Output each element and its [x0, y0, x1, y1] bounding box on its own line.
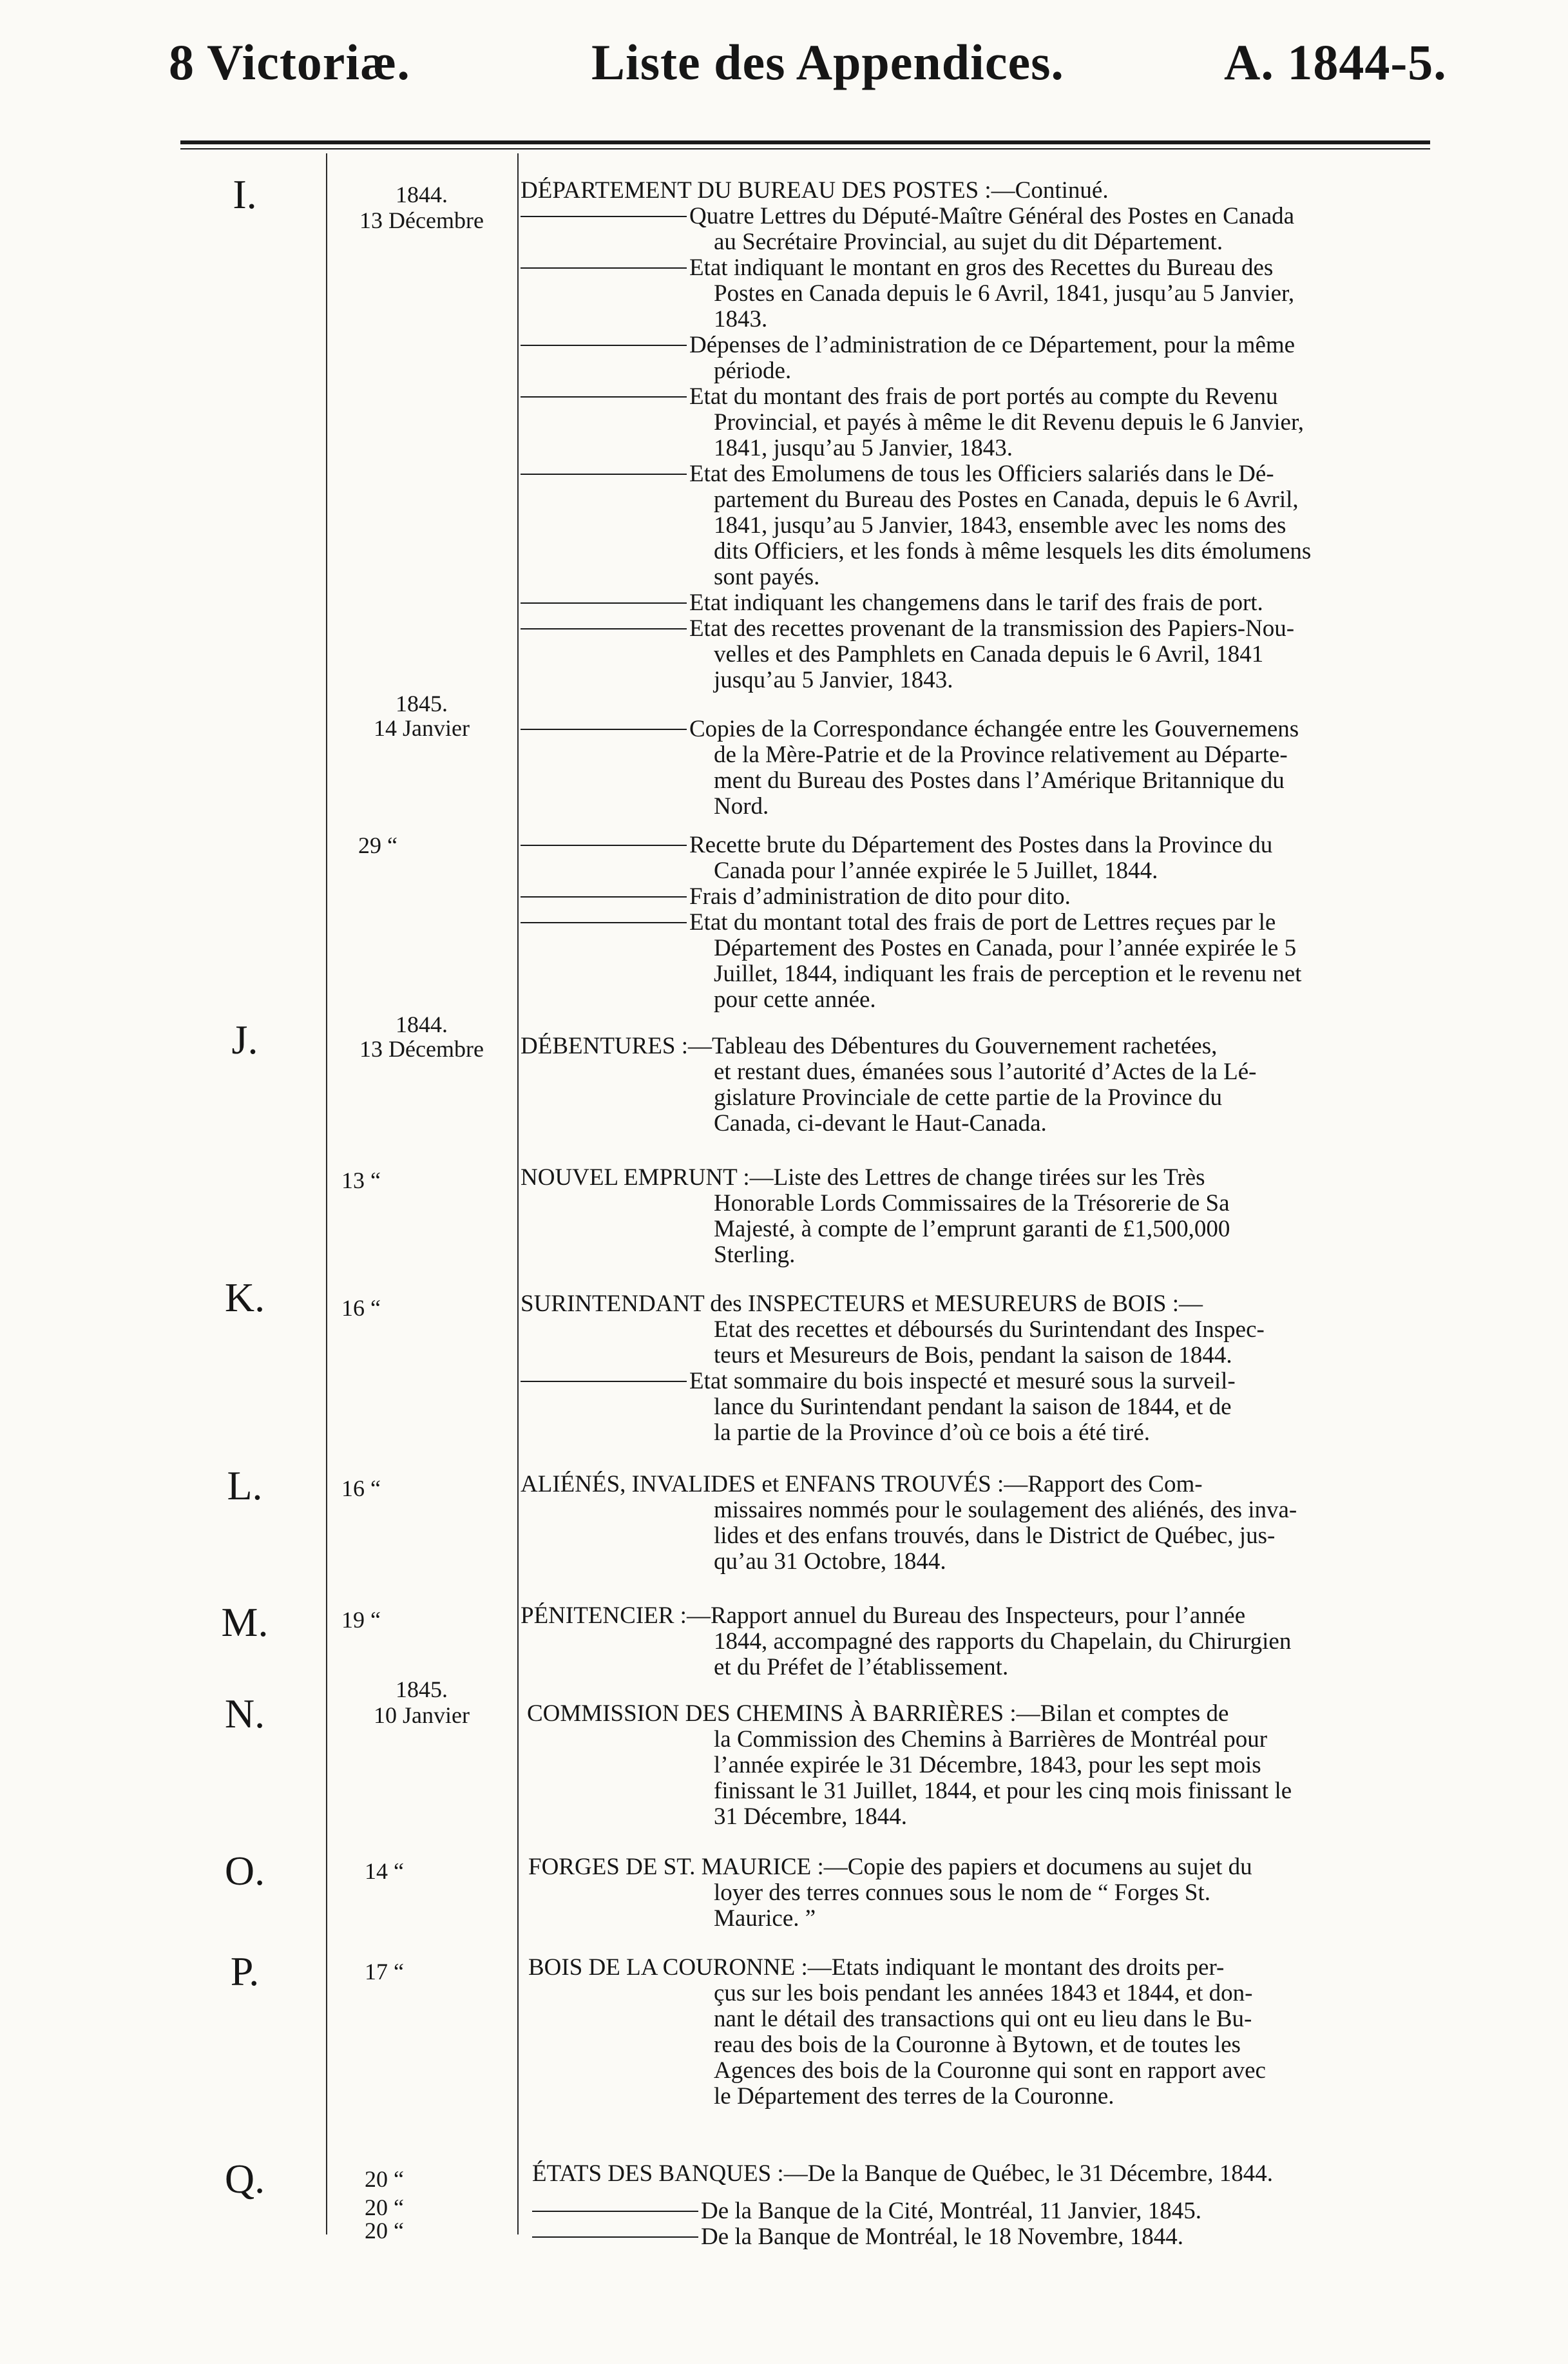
entry-line: Etat des recettes et déboursés du Surintendant des Inspec- [714, 1316, 1265, 1343]
appendix-letter: L. [227, 1463, 263, 1508]
entry-line [521, 461, 1274, 487]
date-year: 1845. [396, 691, 448, 716]
entry-line: Juillet, 1844, indiquant les frais de perception et le revenu net [714, 961, 1302, 987]
header-rule-thick [180, 140, 1430, 144]
appendix-letter: M. [221, 1599, 269, 1645]
date-year: 1844. [396, 1012, 448, 1037]
appendix-letter: O. [224, 1848, 265, 1894]
entry-line: qu’au 31 Octobre, 1844. [714, 1548, 946, 1575]
appendix-letter: N. [224, 1691, 265, 1736]
dash-rule [521, 729, 687, 730]
entry-text: Etat indiquant le montant en gros des Recettes du Bureau des [689, 255, 1274, 281]
dash-rule [521, 896, 687, 898]
entry-line: période. [714, 358, 792, 384]
entry-line: pour cette année. [714, 986, 876, 1013]
entry-line [521, 332, 1295, 358]
entry-line: Maurice. ” [714, 1905, 816, 1932]
entry-text: De la Banque de la Cité, Montréal, 11 Janvier, 1845. [701, 2198, 1202, 2224]
date-year: 1844. [396, 182, 448, 207]
entry-line: missaires nommés pour le soulagement des aliénés, des inva- [714, 1497, 1297, 1523]
appendix-letter: K. [224, 1274, 265, 1320]
entry-heading: SURINTENDANT des INSPECTEURS et MESUREURS de BOIS :— [521, 1291, 1203, 1317]
entry-text: Etat sommaire du bois inspecté et mesuré sous la surveil- [689, 1368, 1236, 1394]
entry-line [521, 832, 1272, 858]
dash-rule [521, 922, 687, 923]
appendix-letter: P. [230, 1948, 260, 1994]
entry-line: Département des Postes en Canada, pour l’année expirée le 5 [714, 935, 1297, 961]
entry-line: Majesté, à compte de l’emprunt garanti de £1,500,000 [714, 1216, 1230, 1242]
column-divider-right [517, 153, 519, 2234]
date-day: 14 “ [365, 1858, 404, 1884]
entry-heading: ALIÉNÉS, INVALIDES et ENFANS TROUVÉS :—Rapport des Com- [521, 1471, 1203, 1497]
entry-line: çus sur les bois pendant les années 1843 et 1844, et don- [714, 1980, 1253, 2006]
entry-heading: DÉBENTURES :—Tableau des Débentures du Gouvernement rachetées, [521, 1033, 1218, 1059]
date-day: 13 Décembre [359, 1036, 484, 1062]
entry-heading: PÉNITENCIER :—Rapport annuel du Bureau des Inspecteurs, pour l’année [521, 1602, 1246, 1629]
entry-line: finissant le 31 Juillet, 1844, et pour les cinq mois finissant le [714, 1778, 1292, 1804]
appendix-letter: J. [231, 1017, 258, 1062]
entry-line: et restant dues, émanées sous l’autorité d’Actes de la Lé- [714, 1059, 1257, 1085]
entry-line [532, 2224, 1183, 2250]
appendix-letter: Q. [224, 2156, 265, 2202]
entry-line: teurs et Mesureurs de Bois, pendant la saison de 1844. [714, 1342, 1232, 1369]
date-day: 13 Décembre [359, 207, 484, 233]
dash-rule [521, 396, 687, 398]
dash-rule [521, 474, 687, 475]
entry-line: lides et des enfans trouvés, dans le District de Québec, jus- [714, 1523, 1276, 1549]
entry-line: de la Mère-Patrie et de la Province relativement au Départe- [714, 742, 1288, 768]
entry-line: 1841, jusqu’au 5 Janvier, 1843, ensemble avec les noms des [714, 512, 1286, 539]
entry-line: Postes en Canada depuis le 6 Avril, 1841, jusqu’au 5 Janvier, [714, 280, 1295, 307]
entry-text: Frais d’administration de dito pour dito. [689, 883, 1071, 910]
entry-line: 1844, accompagné des rapports du Chapelain, du Chirurgien [714, 1628, 1292, 1655]
entry-text: De la Banque de Montréal, le 18 Novembre, 1844. [701, 2224, 1184, 2250]
date-day: 20 “ [365, 2218, 404, 2244]
entry-line: Sterling. [714, 1242, 796, 1268]
entry-line: Nord. [714, 793, 769, 820]
entry-line: et du Préfet de l’établissement. [714, 1654, 1009, 1680]
dash-rule [521, 345, 687, 346]
entry-line [521, 590, 1263, 616]
entry-line: Agences des bois de la Couronne qui sont en rapport avec [714, 2057, 1266, 2084]
entry-line: gislature Provinciale de cette partie de la Province du [714, 1084, 1223, 1111]
entry-line: au Secrétaire Provincial, au sujet du dit Département. [714, 229, 1223, 255]
entry-line: Canada, ci-devant le Haut-Canada. [714, 1110, 1047, 1137]
entry-line: sont payés. [714, 564, 820, 590]
entry-text: Etat des Emolumens de tous les Officiers salariés dans le Dé- [689, 461, 1274, 487]
date-day: 13 “ [341, 1168, 381, 1193]
entry-line [521, 384, 1277, 410]
page-header [0, 34, 1568, 124]
dash-rule [521, 267, 687, 269]
entry-line: velles et des Pamphlets en Canada depuis le 6 Avril, 1841 [714, 641, 1264, 668]
date-day: 16 “ [341, 1475, 381, 1501]
entry-text: Etat des recettes provenant de la transmission des Papiers-Nou- [689, 615, 1295, 642]
entry-line: nant le détail des transactions qui ont eu lieu dans le Bu- [714, 2006, 1252, 2032]
entry-heading: DÉPARTEMENT DU BUREAU DES POSTES :—Continué. [521, 177, 1109, 204]
entry-line: reau des bois de la Couronne à Bytown, et de toutes les [714, 2032, 1241, 2058]
entry-heading: ÉTATS DES BANQUES :—De la Banque de Québec, le 31 Décembre, 1844. [532, 2160, 1273, 2187]
entry-line: l’année expirée le 31 Décembre, 1843, pour les sept mois [714, 1752, 1261, 1778]
entry-text: Etat indiquant les changemens dans le tarif des frais de port. [689, 590, 1263, 616]
entry-line: 31 Décembre, 1844. [714, 1803, 908, 1830]
dash-rule [532, 2236, 698, 2238]
entry-line [521, 255, 1273, 281]
date-day: 20 “ [365, 2195, 404, 2220]
entry-text: Dépenses de l’administration de ce Département, pour la même [689, 332, 1296, 358]
entry-line [521, 910, 1276, 936]
entry-line [521, 616, 1294, 642]
date-day: 14 Janvier [374, 715, 470, 741]
entry-heading: FORGES DE ST. MAURICE :—Copie des papiers et documens au sujet du [528, 1854, 1252, 1880]
document-reference: A. 1844-5. [1224, 34, 1447, 90]
date-day: 19 “ [341, 1607, 381, 1633]
entry-text: Etat du montant des frais de port portés au compte du Revenu [689, 383, 1278, 410]
entry-text: Copies de la Correspondance échangée entre les Gouvernemens [689, 716, 1299, 742]
entry-line: Honorable Lords Commissaires de la Trésorerie de Sa [714, 1190, 1230, 1216]
entry-line: ment du Bureau des Postes dans l’Amérique Britannique du [714, 767, 1285, 794]
dash-rule [521, 845, 687, 846]
dash-rule [521, 216, 687, 217]
dash-rule [521, 602, 687, 604]
dash-rule [521, 628, 687, 629]
entry-text: Etat du montant total des frais de port de Lettres reçues par le [689, 909, 1276, 936]
date-year: 1845. [396, 1677, 448, 1702]
entry-line [521, 884, 1071, 910]
entry-line: jusqu’au 5 Janvier, 1843. [714, 667, 953, 693]
entry-line: le Département des terres de la Couronne. [714, 2083, 1114, 2109]
entry-text: Recette brute du Département des Postes dans la Province du [689, 832, 1273, 858]
entry-line: dits Officiers, et les fonds à même lesquels les dits émolumens [714, 538, 1312, 564]
entry-heading: COMMISSION DES CHEMINS À BARRIÈRES :—Bilan et comptes de [527, 1700, 1229, 1727]
dash-rule [532, 2211, 698, 2212]
entry-line: 1841, jusqu’au 5 Janvier, 1843. [714, 435, 1013, 461]
column-divider-left [326, 153, 327, 2234]
date-day: 10 Janvier [374, 1702, 470, 1728]
entry-line [521, 716, 1299, 742]
entry-line: Provincial, et payés à même le dit Revenu depuis le 6 Janvier, [714, 409, 1305, 436]
date-day: 20 “ [365, 2166, 404, 2192]
entry-line: la Commission des Chemins à Barrières de Montréal pour [714, 1726, 1268, 1753]
entry-heading: NOUVEL EMPRUNT :—Liste des Lettres de change tirées sur les Très [521, 1164, 1205, 1191]
appendix-letter: I. [233, 171, 257, 217]
entry-line: lance du Surintendant pendant la saison de 1844, et de [714, 1394, 1232, 1420]
entry-text: Quatre Lettres du Député-Maître Général des Postes en Canada [689, 203, 1295, 229]
date-day: 29 “ [358, 832, 397, 858]
entry-line: partement du Bureau des Postes en Canada, depuis le 6 Avril, [714, 486, 1299, 513]
entry-line: Canada pour l’année expirée le 5 Juillet, 1844. [714, 858, 1158, 884]
entry-line [532, 2198, 1201, 2224]
header-rule-thin [180, 148, 1430, 149]
entry-line [521, 1369, 1236, 1394]
entry-line [521, 204, 1294, 229]
date-day: 16 “ [341, 1295, 381, 1321]
entry-line: la partie de la Province d’où ce bois a été tiré. [714, 1419, 1151, 1446]
date-day: 17 “ [365, 1959, 404, 1984]
page-title: Liste des Appendices. [591, 34, 1064, 90]
entry-line: 1843. [714, 306, 768, 332]
session-label: 8 Victoriæ. [169, 34, 410, 90]
dash-rule [521, 1381, 687, 1382]
entry-line: loyer des terres connues sous le nom de “ Forges St. [714, 1879, 1211, 1906]
entry-heading: BOIS DE LA COURONNE :—Etats indiquant le montant des droits per- [528, 1954, 1225, 1981]
